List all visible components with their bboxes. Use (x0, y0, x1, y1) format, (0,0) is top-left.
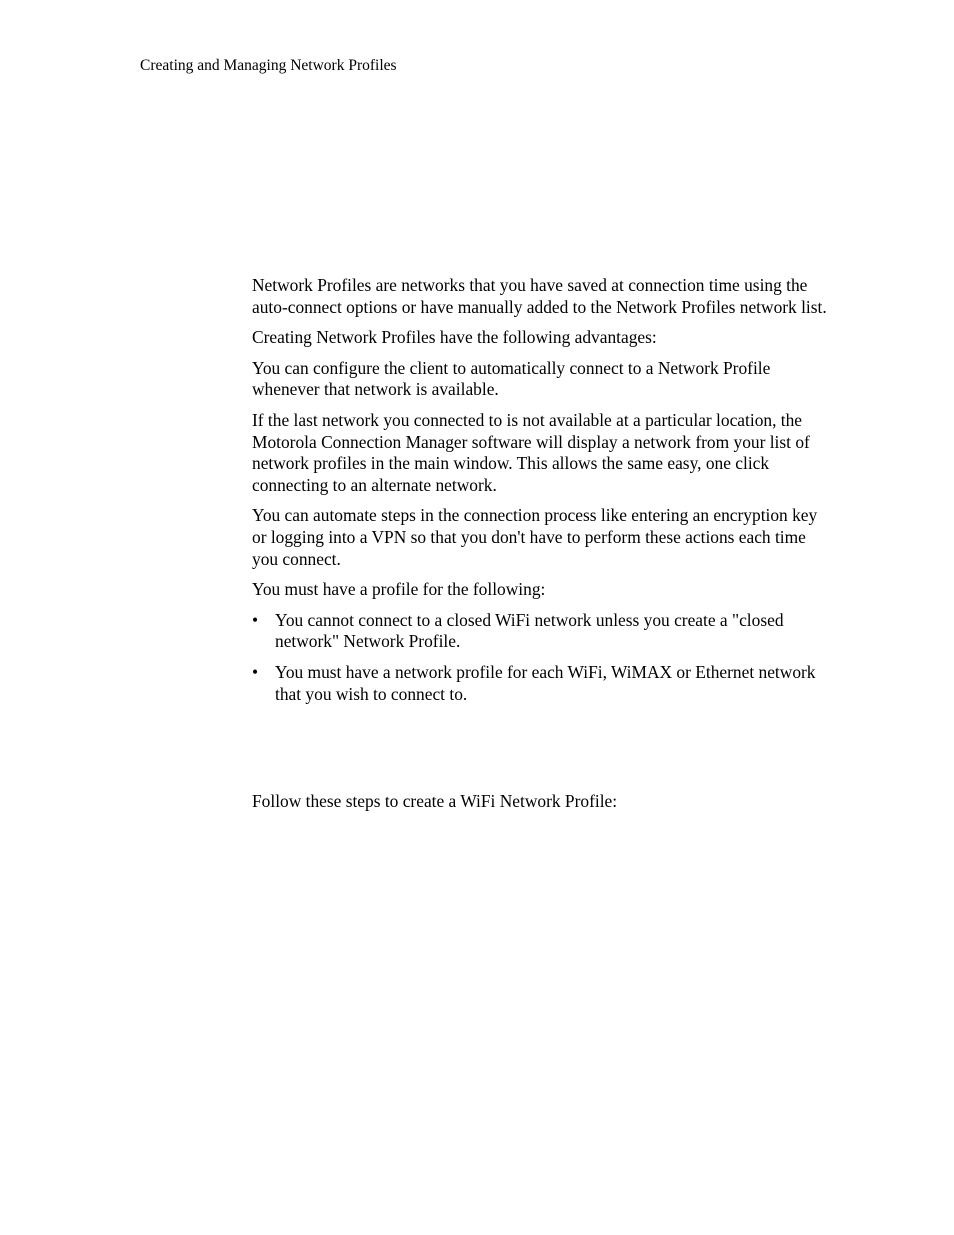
intro-paragraph: Network Profiles are networks that you have saved at connection time using the auto-connect options or have manually added to the Network Profiles network list. (252, 275, 827, 317)
requirements-heading: You must have a profile for the following: (252, 579, 546, 600)
advantage-paragraph: If the last network you connected to is not available at a particular location, the Motorola Connection Manager software will display a network from your list of network profiles in the main window. This allows the same easy, one click connecting to an alternate network. (252, 409, 810, 495)
body-text (252, 275, 832, 714)
advantage-paragraph: You can configure the client to automatically connect to a Network Profile whenever that network is available. (252, 357, 771, 400)
advantages-heading: Creating Network Profiles have the following advantages: (252, 327, 657, 348)
list-item (252, 662, 832, 705)
list-item-text: You cannot connect to a closed WiFi network unless you create a "closed network" Network Profile. (275, 609, 784, 652)
page-running-header: Creating and Managing Network Profiles (140, 57, 397, 74)
bullet-icon: • (252, 609, 259, 630)
requirements-list (252, 610, 832, 705)
steps-intro-paragraph: Follow these steps to create a WiFi Network Profile: (252, 791, 618, 811)
list-item (252, 610, 832, 653)
list-item-text: You must have a network profile for each WiFi, WiMAX or Ethernet network that you wish to connect to. (275, 661, 816, 704)
bullet-icon: • (252, 661, 259, 682)
advantage-paragraph: You can automate steps in the connection process like entering an encryption key or logging into a VPN so that you don't have to perform these actions each time you connect. (252, 505, 818, 569)
